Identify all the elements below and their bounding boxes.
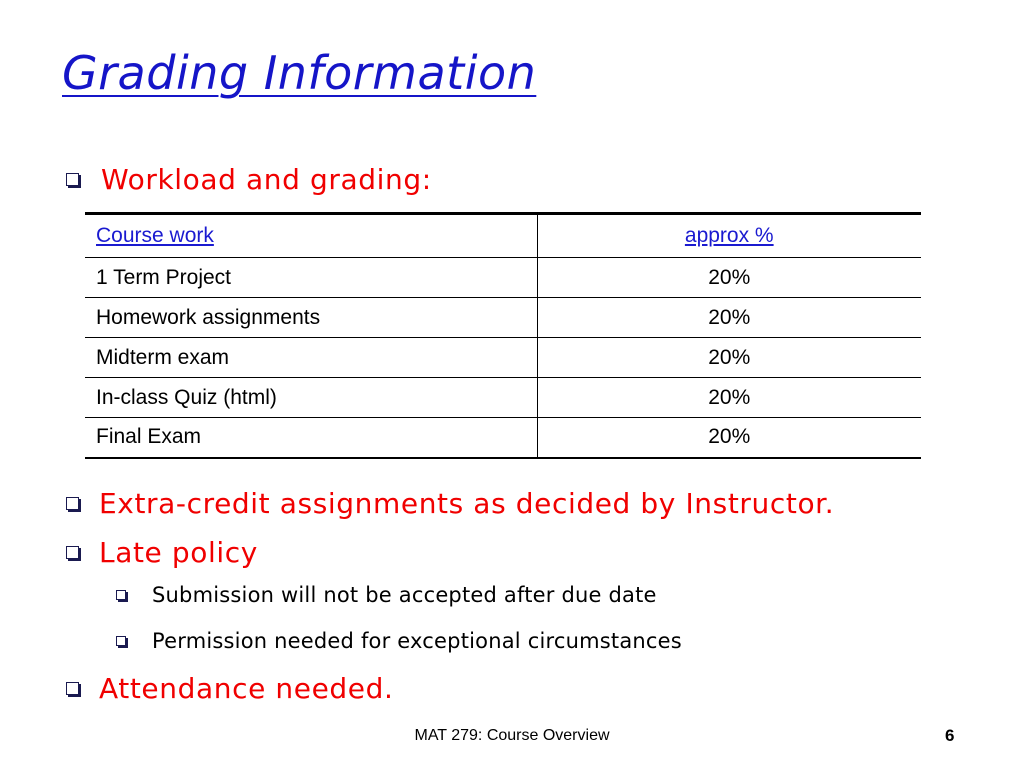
bullet-attendance bbox=[66, 672, 393, 705]
table-row bbox=[85, 418, 921, 458]
percent-cell: 20% bbox=[537, 378, 921, 418]
bullet-extra-credit-text: Extra-credit assignments as decided by Instructor. bbox=[99, 487, 835, 520]
grading-table bbox=[85, 212, 921, 459]
table-row bbox=[85, 338, 921, 378]
slide-footer: MAT 279: Course Overview bbox=[414, 727, 610, 744]
square-bullet-icon bbox=[116, 590, 126, 600]
bullet-late-policy bbox=[66, 536, 258, 569]
percent-cell: 20% bbox=[537, 418, 921, 458]
square-bullet-icon bbox=[66, 497, 79, 510]
table-row bbox=[85, 258, 921, 298]
percent-cell: 20% bbox=[537, 258, 921, 298]
course-work-cell: In-class Quiz (html) bbox=[85, 378, 537, 418]
table-row bbox=[85, 298, 921, 338]
bullet-workload bbox=[66, 163, 432, 196]
table-header-row bbox=[85, 214, 921, 258]
course-work-cell: 1 Term Project bbox=[85, 258, 537, 298]
sub-bullet-text: Submission will not be accepted after due date bbox=[152, 583, 657, 607]
course-work-cell: Homework assignments bbox=[85, 298, 537, 338]
header-course-work-link[interactable]: Course work bbox=[96, 224, 214, 247]
square-bullet-icon bbox=[66, 546, 79, 559]
bullet-attendance-text: Attendance needed. bbox=[99, 672, 394, 705]
square-bullet-icon bbox=[66, 173, 79, 186]
square-bullet-icon bbox=[116, 636, 126, 646]
header-approx-percent bbox=[537, 214, 921, 258]
bullet-late-policy-text: Late policy bbox=[99, 536, 258, 569]
page-number: 6 bbox=[945, 726, 955, 745]
sub-bullet-no-late-submission bbox=[116, 583, 657, 607]
table-row bbox=[85, 378, 921, 418]
header-approx-percent-link[interactable]: approx % bbox=[684, 224, 774, 247]
course-work-cell: Final Exam bbox=[85, 418, 537, 458]
sub-bullet-permission bbox=[116, 629, 682, 653]
bullet-workload-text: Workload and grading: bbox=[101, 163, 432, 196]
bullet-extra-credit bbox=[66, 487, 834, 520]
percent-cell: 20% bbox=[537, 338, 921, 378]
header-course-work bbox=[85, 214, 537, 258]
square-bullet-icon bbox=[66, 682, 79, 695]
slide-title: Grading Information bbox=[62, 46, 537, 100]
sub-bullet-text: Permission needed for exceptional circumstances bbox=[152, 629, 682, 653]
course-work-cell: Midterm exam bbox=[85, 338, 537, 378]
percent-cell: 20% bbox=[537, 298, 921, 338]
